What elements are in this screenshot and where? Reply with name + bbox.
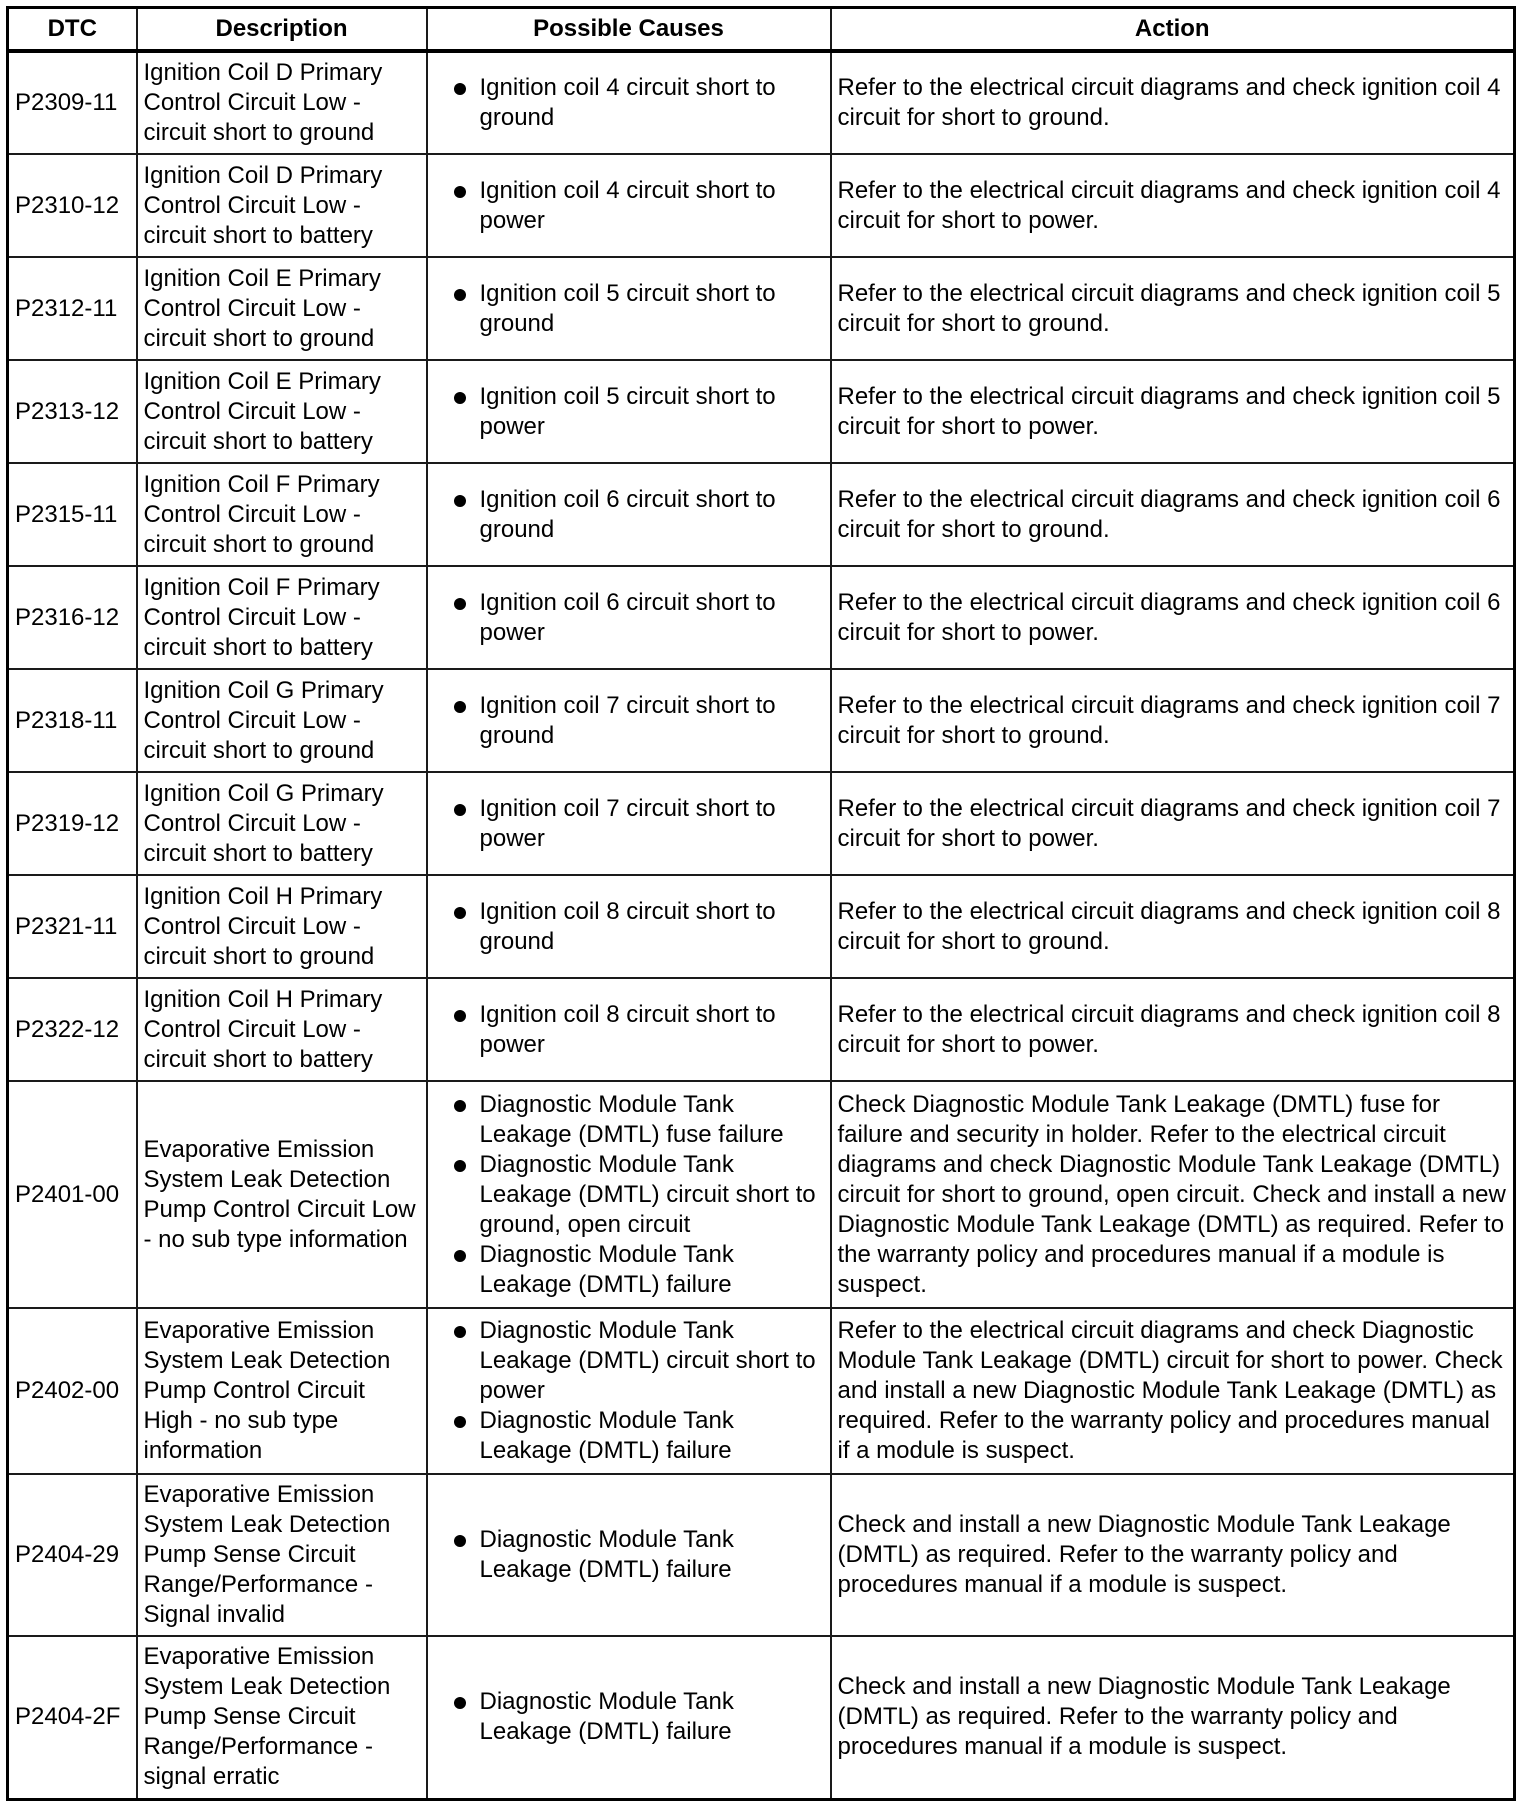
possible-causes [427, 51, 831, 154]
dtc-table [6, 6, 1516, 1801]
dtc-action: Check and install a new Diagnostic Module Tank Leakage (DMTL) as required. Refer to the warranty policy and procedures manual if a module is suspect. [831, 1636, 1515, 1799]
dtc-action: Refer to the electrical circuit diagrams and check ignition coil 8 circuit for short to ground. [831, 875, 1515, 978]
cause-item: Diagnostic Module Tank Leakage (DMTL) fuse failure [434, 1090, 824, 1150]
dtc-action: Refer to the electrical circuit diagrams and check ignition coil 4 circuit for short to ground. [831, 51, 1515, 154]
cause-item: Ignition coil 7 circuit short to ground [434, 691, 824, 751]
table-row [8, 978, 1515, 1081]
dtc-code: P2319-12 [8, 772, 137, 875]
possible-causes [427, 669, 831, 772]
dtc-description: Ignition Coil D Primary Control Circuit Low - circuit short to battery [137, 154, 427, 257]
table-row [8, 566, 1515, 669]
dtc-action: Refer to the electrical circuit diagrams and check ignition coil 5 circuit for short to ground. [831, 257, 1515, 360]
dtc-code: P2312-11 [8, 257, 137, 360]
cause-item: Ignition coil 4 circuit short to ground [434, 73, 824, 133]
table-header-row [8, 8, 1515, 52]
dtc-action: Refer to the electrical circuit diagrams and check ignition coil 6 circuit for short to ground. [831, 463, 1515, 566]
dtc-description: Ignition Coil E Primary Control Circuit Low - circuit short to battery [137, 360, 427, 463]
cause-item: Diagnostic Module Tank Leakage (DMTL) failure [434, 1406, 824, 1466]
dtc-description: Ignition Coil G Primary Control Circuit Low - circuit short to battery [137, 772, 427, 875]
table-row [8, 772, 1515, 875]
header-possible-causes: Possible Causes [427, 8, 831, 52]
dtc-action: Check Diagnostic Module Tank Leakage (DMTL) fuse for failure and security in holder. Refer to the electrical circuit diagrams and check Diagnostic Module Tank Leakage (DMTL) circuit for short to ground, open circuit. Check and install a new Diagnostic Module Tank Leakage (DMTL) as required. Refer to the warranty policy and procedures manual if a module is suspect. [831, 1081, 1515, 1308]
possible-causes [427, 978, 831, 1081]
table-row [8, 1636, 1515, 1799]
dtc-description: Evaporative Emission System Leak Detection Pump Sense Circuit Range/Performance - signal erratic [137, 1636, 427, 1799]
dtc-action: Refer to the electrical circuit diagrams and check ignition coil 7 circuit for short to ground. [831, 669, 1515, 772]
possible-causes [427, 1636, 831, 1799]
header-action: Action [831, 8, 1515, 52]
cause-item: Diagnostic Module Tank Leakage (DMTL) circuit short to ground, open circuit [434, 1150, 824, 1240]
dtc-action: Refer to the electrical circuit diagrams and check ignition coil 6 circuit for short to power. [831, 566, 1515, 669]
dtc-code: P2309-11 [8, 51, 137, 154]
table-row [8, 669, 1515, 772]
cause-item: Ignition coil 7 circuit short to power [434, 794, 824, 854]
table-row [8, 1081, 1515, 1308]
cause-item: Diagnostic Module Tank Leakage (DMTL) failure [434, 1687, 824, 1747]
dtc-code: P2315-11 [8, 463, 137, 566]
cause-item: Ignition coil 5 circuit short to power [434, 382, 824, 442]
possible-causes [427, 875, 831, 978]
cause-item: Ignition coil 4 circuit short to power [434, 176, 824, 236]
header-description: Description [137, 8, 427, 52]
cause-item: Ignition coil 8 circuit short to power [434, 1000, 824, 1060]
dtc-code: P2401-00 [8, 1081, 137, 1308]
dtc-code: P2322-12 [8, 978, 137, 1081]
dtc-description: Evaporative Emission System Leak Detection Pump Control Circuit Low - no sub type information [137, 1081, 427, 1308]
possible-causes [427, 772, 831, 875]
header-dtc: DTC [8, 8, 137, 52]
dtc-description: Ignition Coil G Primary Control Circuit Low - circuit short to ground [137, 669, 427, 772]
table-row [8, 154, 1515, 257]
dtc-action: Refer to the electrical circuit diagrams and check ignition coil 8 circuit for short to power. [831, 978, 1515, 1081]
dtc-description: Ignition Coil E Primary Control Circuit Low - circuit short to ground [137, 257, 427, 360]
dtc-action: Refer to the electrical circuit diagrams and check Diagnostic Module Tank Leakage (DMTL) circuit for short to power. Check and install a new Diagnostic Module Tank Leakage (DMTL) as required. Refer to the warranty policy and procedures manual if a module is suspect. [831, 1308, 1515, 1474]
dtc-code: P2402-00 [8, 1308, 137, 1474]
table-row [8, 1474, 1515, 1636]
possible-causes [427, 154, 831, 257]
dtc-code: P2316-12 [8, 566, 137, 669]
possible-causes [427, 566, 831, 669]
dtc-code: P2321-11 [8, 875, 137, 978]
dtc-code: P2318-11 [8, 669, 137, 772]
dtc-description: Ignition Coil F Primary Control Circuit Low - circuit short to battery [137, 566, 427, 669]
dtc-description: Ignition Coil H Primary Control Circuit Low - circuit short to battery [137, 978, 427, 1081]
cause-item: Ignition coil 5 circuit short to ground [434, 279, 824, 339]
dtc-description: Ignition Coil H Primary Control Circuit Low - circuit short to ground [137, 875, 427, 978]
possible-causes [427, 1081, 831, 1308]
table-row [8, 1308, 1515, 1474]
dtc-code: P2313-12 [8, 360, 137, 463]
dtc-description: Ignition Coil F Primary Control Circuit Low - circuit short to ground [137, 463, 427, 566]
dtc-code: P2310-12 [8, 154, 137, 257]
possible-causes [427, 1308, 831, 1474]
table-row [8, 463, 1515, 566]
possible-causes [427, 463, 831, 566]
possible-causes [427, 360, 831, 463]
table-row [8, 360, 1515, 463]
dtc-description: Ignition Coil D Primary Control Circuit Low - circuit short to ground [137, 51, 427, 154]
dtc-action: Refer to the electrical circuit diagrams and check ignition coil 5 circuit for short to power. [831, 360, 1515, 463]
dtc-action: Refer to the electrical circuit diagrams and check ignition coil 4 circuit for short to power. [831, 154, 1515, 257]
possible-causes [427, 257, 831, 360]
cause-item: Diagnostic Module Tank Leakage (DMTL) circuit short to power [434, 1316, 824, 1406]
cause-item: Diagnostic Module Tank Leakage (DMTL) failure [434, 1525, 824, 1585]
dtc-code: P2404-2F [8, 1636, 137, 1799]
table-row [8, 875, 1515, 978]
possible-causes [427, 1474, 831, 1636]
cause-item: Diagnostic Module Tank Leakage (DMTL) failure [434, 1240, 824, 1300]
dtc-action: Check and install a new Diagnostic Module Tank Leakage (DMTL) as required. Refer to the warranty policy and procedures manual if a module is suspect. [831, 1474, 1515, 1636]
cause-item: Ignition coil 6 circuit short to power [434, 588, 824, 648]
dtc-description: Evaporative Emission System Leak Detection Pump Control Circuit High - no sub type information [137, 1308, 427, 1474]
table-row [8, 257, 1515, 360]
dtc-description: Evaporative Emission System Leak Detection Pump Sense Circuit Range/Performance - Signal invalid [137, 1474, 427, 1636]
dtc-code: P2404-29 [8, 1474, 137, 1636]
cause-item: Ignition coil 6 circuit short to ground [434, 485, 824, 545]
table-row [8, 51, 1515, 154]
dtc-action: Refer to the electrical circuit diagrams and check ignition coil 7 circuit for short to power. [831, 772, 1515, 875]
cause-item: Ignition coil 8 circuit short to ground [434, 897, 824, 957]
